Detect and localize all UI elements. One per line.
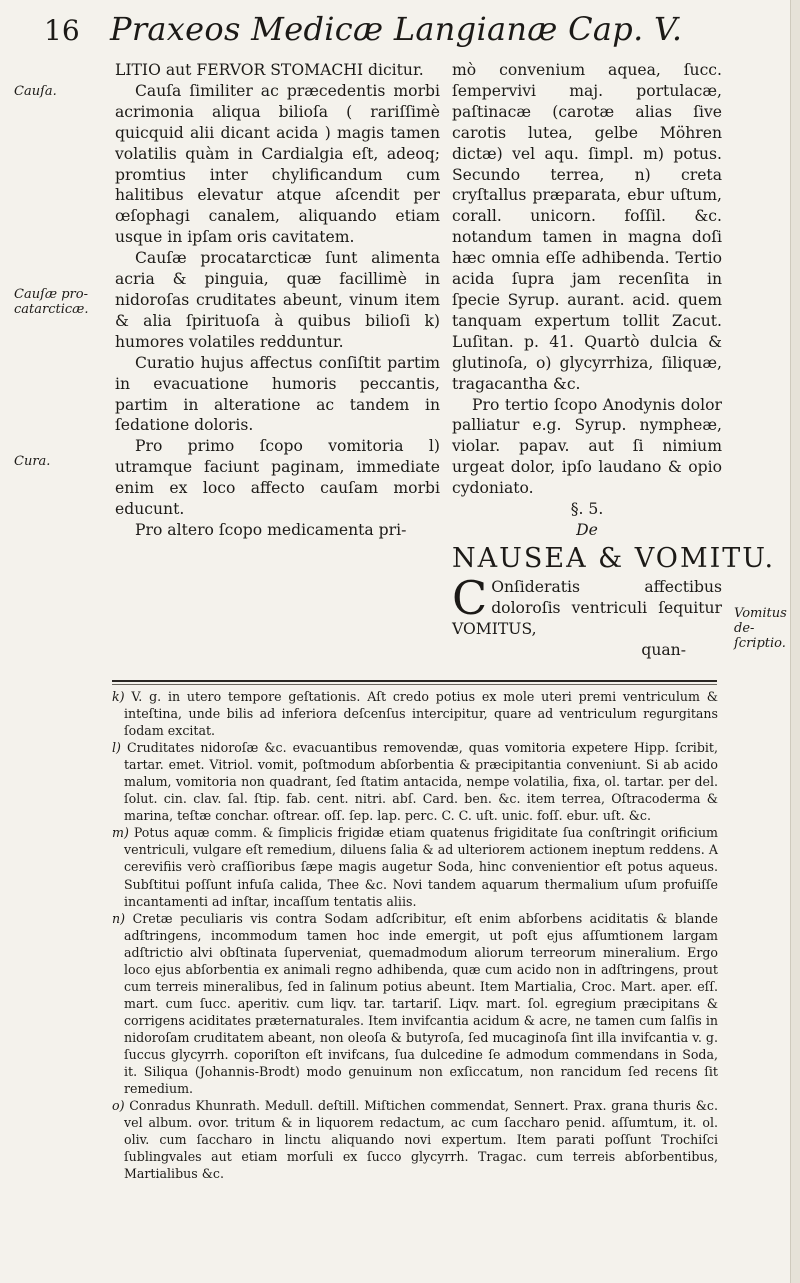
section-text	[452, 570, 722, 640]
footnote-text: Conradus Khunrath. Medull. deſtill. Miſtichen commendat, Sennert. Prax. grana thuris &c. vel album. ovor. tritum & in liquorem redactum, ac cum ſaccharo penid. aſſumtum, it. ol. oliv. cum ſaccharo in linctu aliquando novi expertum. Item parati poſſunt Trochiſci ſublingvales aut etiam morſuli ex ſucco glycyrrh. Tragac. cum terreis abſorbentibus, Martialibus &c.	[124, 1098, 718, 1182]
footnote	[112, 688, 718, 739]
catchword: quan-	[641, 640, 686, 659]
margin-note-causae-procatarcticae: Cauſæ pro- catarcticæ.	[14, 287, 89, 317]
left-paragraph: Cauſæ procatarcticæ ſunt alimenta acria & pinguia, quæ facillimè in nidoroſas cruditates abeunt, vinum item & alia ſpirituoſa à quibus bilioſi k) humores volatiles redduntur.	[115, 249, 440, 351]
footnote-text: V. g. in utero tempore geſtationis. Aſt credo potius ex mole uteri premi ventriculum & inteſtina, unde bilis ad inferiora deſcenſus intercipitur, quare ad ventriculum regurgitans ſodam excitat.	[124, 689, 718, 739]
left-paragraph: LITIO aut FERVOR STOMACHI dicitur.	[115, 61, 424, 79]
right-paragraph: mò convenium aquea, ſucc. ſempervivi maj. portulacæ, paſtinacæ (carotæ alias ſive carotis lutea, gelbe Möhren dictæ) vel aqu. ſimpl. m) potus. Secundo terrea, n) creta cryſtallus præparata, ebur uſtum, corall. unicorn. foſſil. &c. notandum tamen in magna doſi hæc omnia eſſe adhibenda. Tertio acida ſupra jam recenſita in ſpecie Syrup. aurant. acid. quem tanquam expertum tollit Zacut. Luſitan. p. 41. Quartò dulcia & glutinoſa, o) glycyrrhiza, ſiliquæ, tragacantha &c.	[452, 61, 722, 393]
left-paragraph: Curatio hujus affectus conſiſtit partim in evacuatione humoris peccantis, partim in alteratione ac tandem in ſedatione doloris.	[115, 353, 440, 435]
footnote-text: Potus aquæ comm. & ſimplicis frigidæ etiam quatenus frigiditate ſua conſtringit orificium ventriculi, vulgare eſt remedium, diluens ſalia & ad ulteriorem actionem ineptum reddens. A cerevifiis verò craſſioribus ſæpe magis augetur Soda, hinc convenientior eſt potus aqueus. Subſtitui poſſunt infuſa calida, Thee &c. Novi tandem aquarum thermalium uſum profuiſſe incantamenti ad inſtar, incaſſum tentatis aliis.	[124, 825, 718, 909]
footnote-text: Cretæ peculiaris vis contra Sodam adſcribitur, eſt enim abſorbens aciditatis & blande adſtringens, incommodum tamen hoc inde emergit, ut poſt ejus aſſumtionem largam adſtrictio alvi obſtinata ſuperveniat, quemadmodum aliorum terreorum mineralium. Ergo loco ejus abſorbentia ex animali regno adhibenda, quæ cum acido non in adſtringens, prout cum terreis mineralibus, ſed in ſalinum potius abeunt. Item Martialia, Croc. Mart. aper. eſſ. mart. cum ſucc. aperitiv. cum liqv. tar. tartariſ. Liqv. mart. ſol. egregium præcipitans & corrigens aciditates præternaturales. Item invifcantia acidum & acre, ne tamen cum ſalſis in nidoroſam cruditatem abeant, non oleoſa & butyroſa, ſed mucaginoſa ſint illa invifcantia v. g. ſuccus glycyrrh. coporiſton eſt invifcans, ſua dulcedine ſe admodum commendans in Soda, it. Siliqua (Johannis-Brodt) modo genuinum non exſiccatum, non rancidum ſed recens ſit remedium.	[124, 910, 718, 1097]
right-paragraph: Pro tertio ſcopo Anodynis dolor palliatur e.g. Syrup. nympheæ, violar. papav. aut ſi nimium urgeat dolor, ipſo laudano & opio cydoniato.	[452, 395, 722, 498]
left-column	[115, 60, 440, 541]
footnote-rule	[112, 680, 717, 682]
footnote-label: l)	[112, 740, 121, 756]
footnote-rule-thin	[112, 684, 717, 685]
drop-cap: C	[452, 570, 488, 625]
left-paragraph: Pro altero ſcopo medicamenta pri-	[135, 520, 407, 539]
section-de: De	[576, 520, 598, 539]
running-title: Praxeos Medicæ Langianæ Cap. V.	[110, 10, 683, 48]
footnote-label: m)	[112, 825, 129, 841]
margin-note-causa: Cauſa.	[14, 84, 57, 99]
margin-note-vomitus: Vomitus de- ſcriptio.	[734, 606, 787, 651]
margin-note-cura: Cura.	[14, 454, 51, 469]
section-number: §. 5.	[570, 500, 604, 519]
footnote-text: Cruditates nidoroſæ &c. evacuantibus removendæ, quas vomitoria expetere Hipp. ſcribit, tartar. emet. Vitriol. vomit, poſtmodum abſorbentia & præcipitantia conveniunt. Si ab acido malum, vomitoria non quadrant, ſed ſtatim antacida, nempe volatilia, fixa, ol. tartar. per del. ſolut. cin. clav. ſal. ſtip. fab. cent. nitri. abſ. Card. ben. &c. item terrea, Oſtracoderma & marina, teſtæ conchar. oſtrear. oſſ. ſep. lap. perc. C. C. uſt. unic. foſſ. ebur. uſt. &c.	[124, 740, 718, 824]
page-number: 16	[44, 14, 80, 47]
footnote-label: k)	[112, 689, 125, 704]
left-paragraph: Cauſa ſimiliter ac præcedentis morbi acrimonia aliqua bilioſa ( rariſſimè quicquid alii dicant acida ) magis tamen volatilis quàm in Cardialgia eſt, adeoq; promtius inter chylificandum cum halitibus elevatur atque aſcendit per œſophagi canalem, aliquando etiam usque in ipſam oris cavitatem.	[115, 81, 440, 247]
footnote	[112, 739, 718, 824]
footnote	[112, 1097, 718, 1182]
section-title: NAUSEA & VOMITU.	[452, 542, 776, 574]
footnote	[112, 824, 718, 909]
footnotes	[112, 688, 718, 1182]
footnote-label: o)	[112, 1098, 125, 1114]
left-paragraph: Pro primo ſcopo vomitoria l) utramque faciunt paginam, immediate enim ex loco affecto cauſam morbi educunt.	[115, 437, 440, 519]
page-header	[0, 8, 800, 58]
page-edge	[790, 0, 800, 1283]
section-text-body: Onſideratis affectibus doloroſis ventriculi ſequitur VOMITUS,	[452, 577, 722, 638]
footnote-label: n)	[112, 910, 126, 926]
footnote	[112, 910, 718, 1098]
